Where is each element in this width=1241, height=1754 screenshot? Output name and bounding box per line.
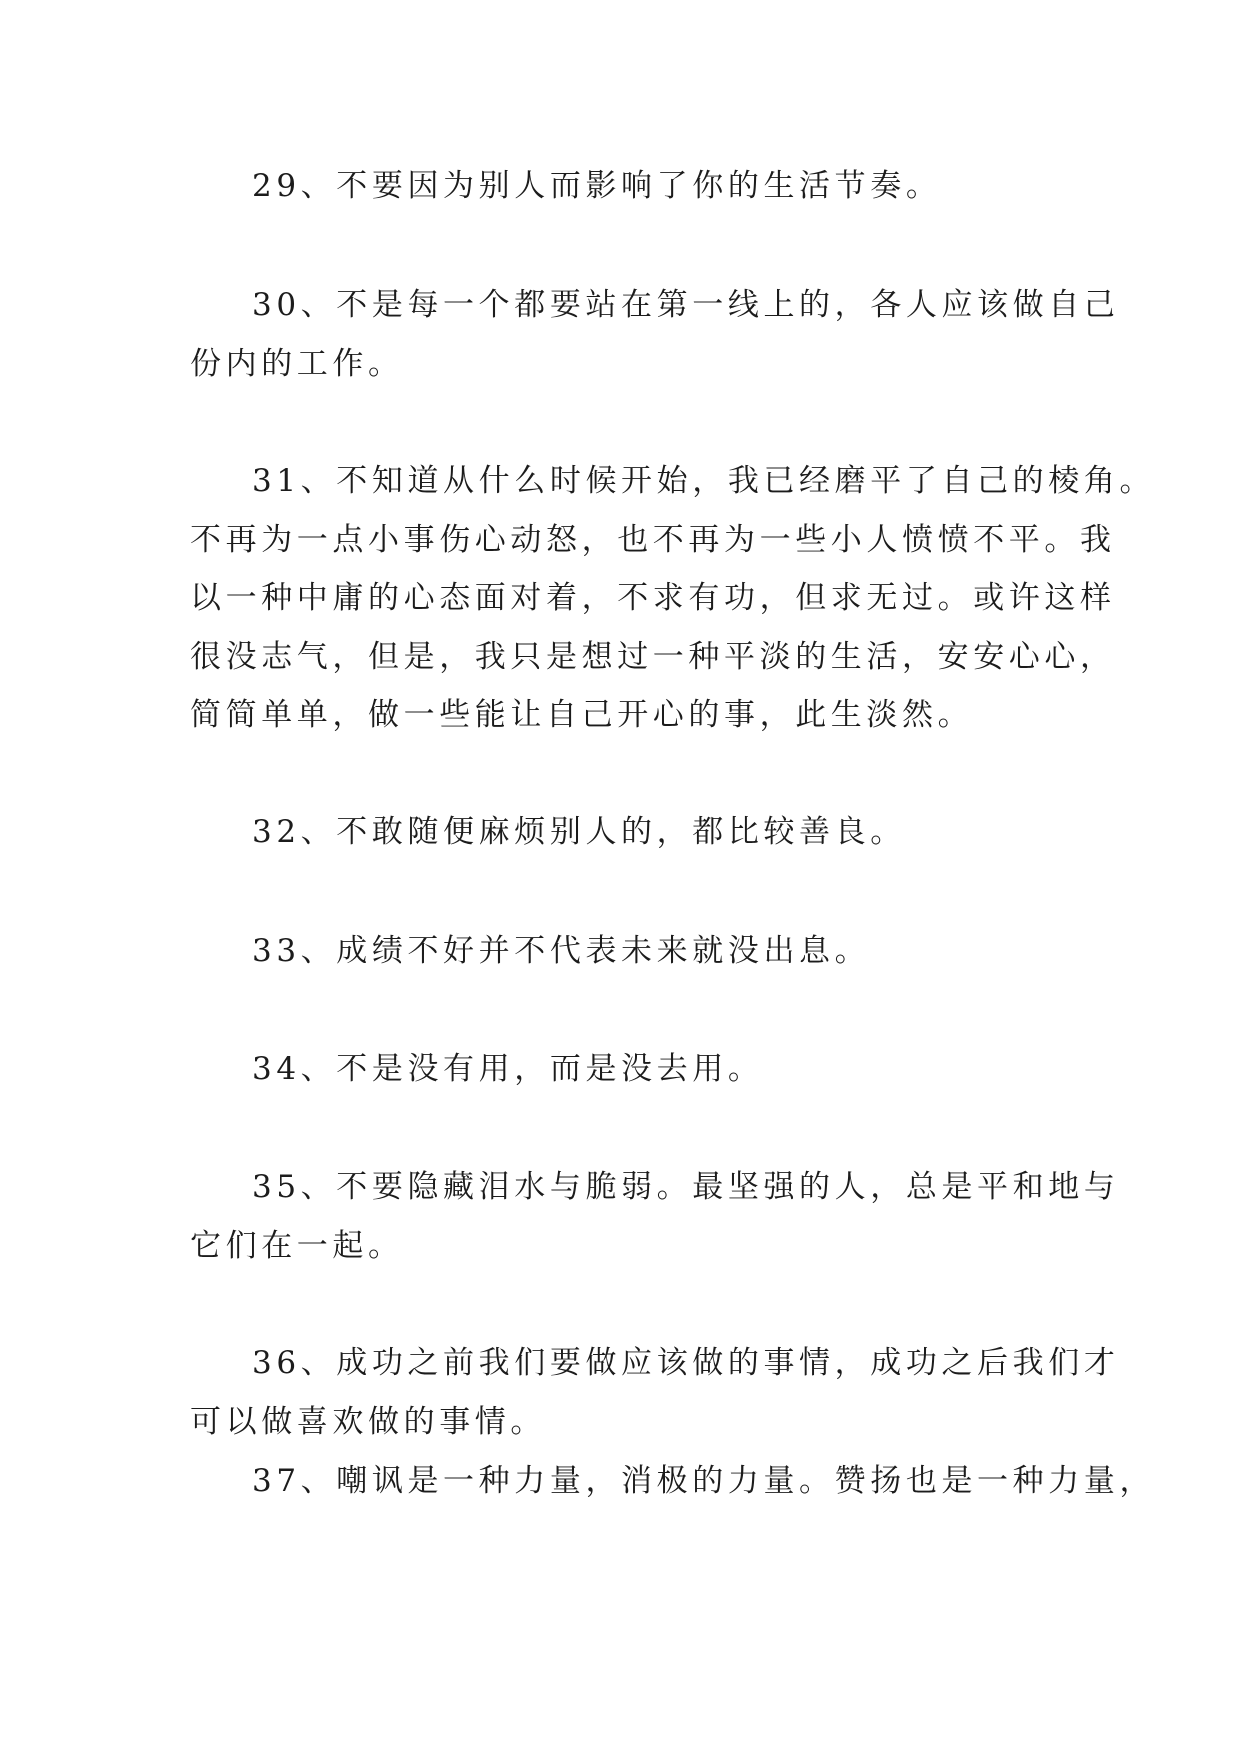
paragraph-line: 33、成绩不好并不代表未来就没出息。 — [252, 933, 871, 969]
paragraph-line: 36、成功之前我们要做应该做的事情，成功之后我们才 — [252, 1345, 1120, 1381]
paragraph-line: 35、不要隐藏泪水与脆弱。最坚强的人，总是平和地与 — [252, 1169, 1120, 1205]
paragraph-37 — [190, 1452, 1156, 1511]
paragraph-line: 30、不是每一个都要站在第一线上的，各人应该做自己 — [252, 287, 1120, 323]
paragraph-line: 很没志气，但是，我只是想过一种平淡的生活，安安心心， — [190, 638, 1116, 675]
paragraph-32 — [190, 803, 1070, 862]
paragraph-line: 34、不是没有用，而是没去用。 — [252, 1051, 764, 1087]
paragraph-line: 以一种中庸的心态面对着，不求有功，但求无过。或许这样 — [190, 580, 1116, 616]
paragraph-30 — [190, 276, 1120, 393]
paragraph-line: 不再为一点小事伤心动怒，也不再为一些小人愤愤不平。我 — [190, 521, 1116, 558]
paragraph-33 — [190, 922, 1070, 981]
paragraph-31 — [190, 452, 1156, 745]
paragraph-line: 29、不要因为别人而影响了你的生活节奏。 — [252, 168, 942, 204]
paragraph-line: 31、不知道从什么时候开始，我已经磨平了自己的棱角。 — [252, 463, 1156, 499]
paragraph-35 — [190, 1158, 1120, 1275]
paragraph-36 — [190, 1334, 1120, 1451]
paragraph-line: 32、不敢随便麻烦别人的，都比较善良。 — [252, 814, 906, 850]
paragraph-line: 可以做喜欢做的事情。 — [190, 1403, 546, 1440]
paragraph-line: 它们在一起。 — [190, 1227, 404, 1264]
paragraph-line: 37、嘲讽是一种力量，消极的力量。赞扬也是一种力量， — [252, 1463, 1156, 1499]
paragraph-line: 份内的工作。 — [190, 345, 404, 382]
paragraph-29 — [190, 157, 1070, 216]
paragraph-34 — [190, 1040, 1070, 1099]
paragraph-line: 简简单单，做一些能让自己开心的事，此生淡然。 — [190, 697, 974, 733]
